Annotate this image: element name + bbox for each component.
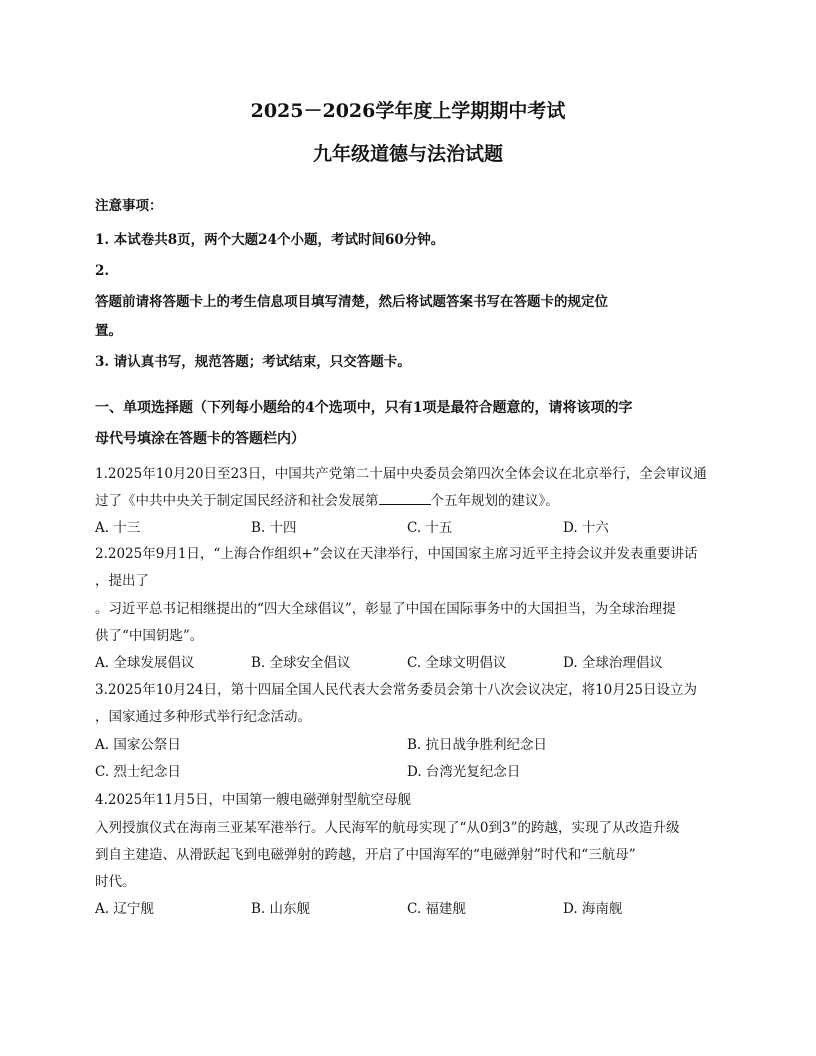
question-4-option-c[interactable]: C. 福建舰: [407, 901, 466, 917]
question-3-option-d[interactable]: D. 台湾光复纪念日: [407, 764, 521, 780]
question-4-option-a[interactable]: A. 辽宁舰: [95, 901, 154, 917]
question-3-option-a[interactable]: A. 国家公祭日: [95, 737, 181, 753]
exam-title: 2025－2026学年度上学期期中考试: [250, 100, 566, 122]
question-2-option-d[interactable]: D. 全球治理倡议: [563, 655, 663, 671]
question-3-option-c[interactable]: C. 烈士纪念日: [95, 764, 181, 780]
question-4-line-3: 到自主建造、从滑跃起飞到电磁弹射的跨越，开启了中国海军的“电磁弹射”时代和“三航母”: [95, 847, 636, 863]
notice-item-2-line-2: 置。: [95, 323, 122, 339]
question-1-option-a[interactable]: A. 十三: [95, 520, 141, 536]
question-1-line-1: 1.2025年10月20日至23日，中国共产党第二十届中央委员会第四次全体会议在北京举行，全会审议通: [95, 466, 707, 482]
question-3-line-1: 3.2025年10月24日，第十四届全国人民代表大会常务委员会第十八次会议决定，将10月25日设立为: [95, 682, 697, 698]
question-2-options: [95, 653, 735, 673]
question-1-text-after-blank: 个五年规划的建议》。: [430, 493, 559, 509]
exam-subtitle: 九年级道德与法治试题: [312, 143, 503, 165]
question-1-options: [95, 518, 735, 538]
question-2-line-2: ，提出了: [95, 573, 149, 589]
question-1-option-b[interactable]: B. 十四: [251, 520, 297, 536]
question-4-option-d[interactable]: D. 海南舰: [563, 901, 623, 917]
question-1-text-before-blank: 过了《中共中央关于制定国民经济和社会发展第: [95, 493, 379, 509]
question-1-line-2: [95, 491, 735, 511]
section-1-heading-line-2: 母代号填涂在答题卡的答题栏内）: [95, 431, 305, 447]
question-2-option-b[interactable]: B. 全球安全倡议: [251, 655, 351, 671]
section-1-heading-line-1: 一、单项选择题（下列每小题给的4个选项中，只有1项是最符合题意的，请将该项的字: [95, 400, 633, 416]
question-2-option-a[interactable]: A. 全球发展倡议: [95, 655, 195, 671]
question-2-line-4: 供了“中国钥匙”。: [95, 628, 204, 644]
question-1-option-d[interactable]: D. 十六: [563, 520, 609, 536]
notice-item-1: 1. 本试卷共8页，两个大题24个小题，考试时间60分钟。: [95, 232, 445, 248]
question-3-options-row-1: [95, 735, 735, 755]
question-4-line-4: 时代。: [95, 874, 136, 890]
question-2-line-3: 。习近平总书记相继提出的“四大全球倡议”，彰显了中国在国际事务中的大国担当，为全球治理提: [95, 601, 676, 617]
question-2-option-c[interactable]: C. 全球文明倡议: [407, 655, 507, 671]
notice-item-2-line-1: 答题前请将答题卡上的考生信息项目填写清楚，然后将试题答案书写在答题卡的规定位: [95, 294, 608, 310]
question-1-option-c[interactable]: C. 十五: [407, 520, 453, 536]
answer-blank: [379, 491, 431, 505]
notice-heading: 注意事项：: [95, 198, 163, 214]
question-2-line-1: 2.2025年9月1日，“上海合作组织+”会议在天津举行，中国国家主席习近平主持会议并发表重要讲话: [95, 546, 698, 562]
notice-item-2-number: 2.: [95, 263, 110, 279]
question-3-options-row-2: [95, 762, 735, 782]
notice-item-3: 3. 请认真书写，规范答题；考试结束，只交答题卡。: [95, 354, 411, 370]
question-4-options: [95, 899, 735, 919]
question-3-line-2: ，国家通过多种形式举行纪念活动。: [95, 709, 311, 725]
question-4-line-1: 4.2025年11月5日，中国第一艘电磁弹射型航空母舰: [95, 792, 412, 808]
question-4-line-2: 入列授旗仪式在海南三亚某军港举行。人民海军的航母实现了“从0到3”的跨越，实现了从改造升级: [95, 820, 680, 836]
question-4-option-b[interactable]: B. 山东舰: [251, 901, 311, 917]
question-3-option-b[interactable]: B. 抗日战争胜利纪念日: [407, 737, 548, 753]
